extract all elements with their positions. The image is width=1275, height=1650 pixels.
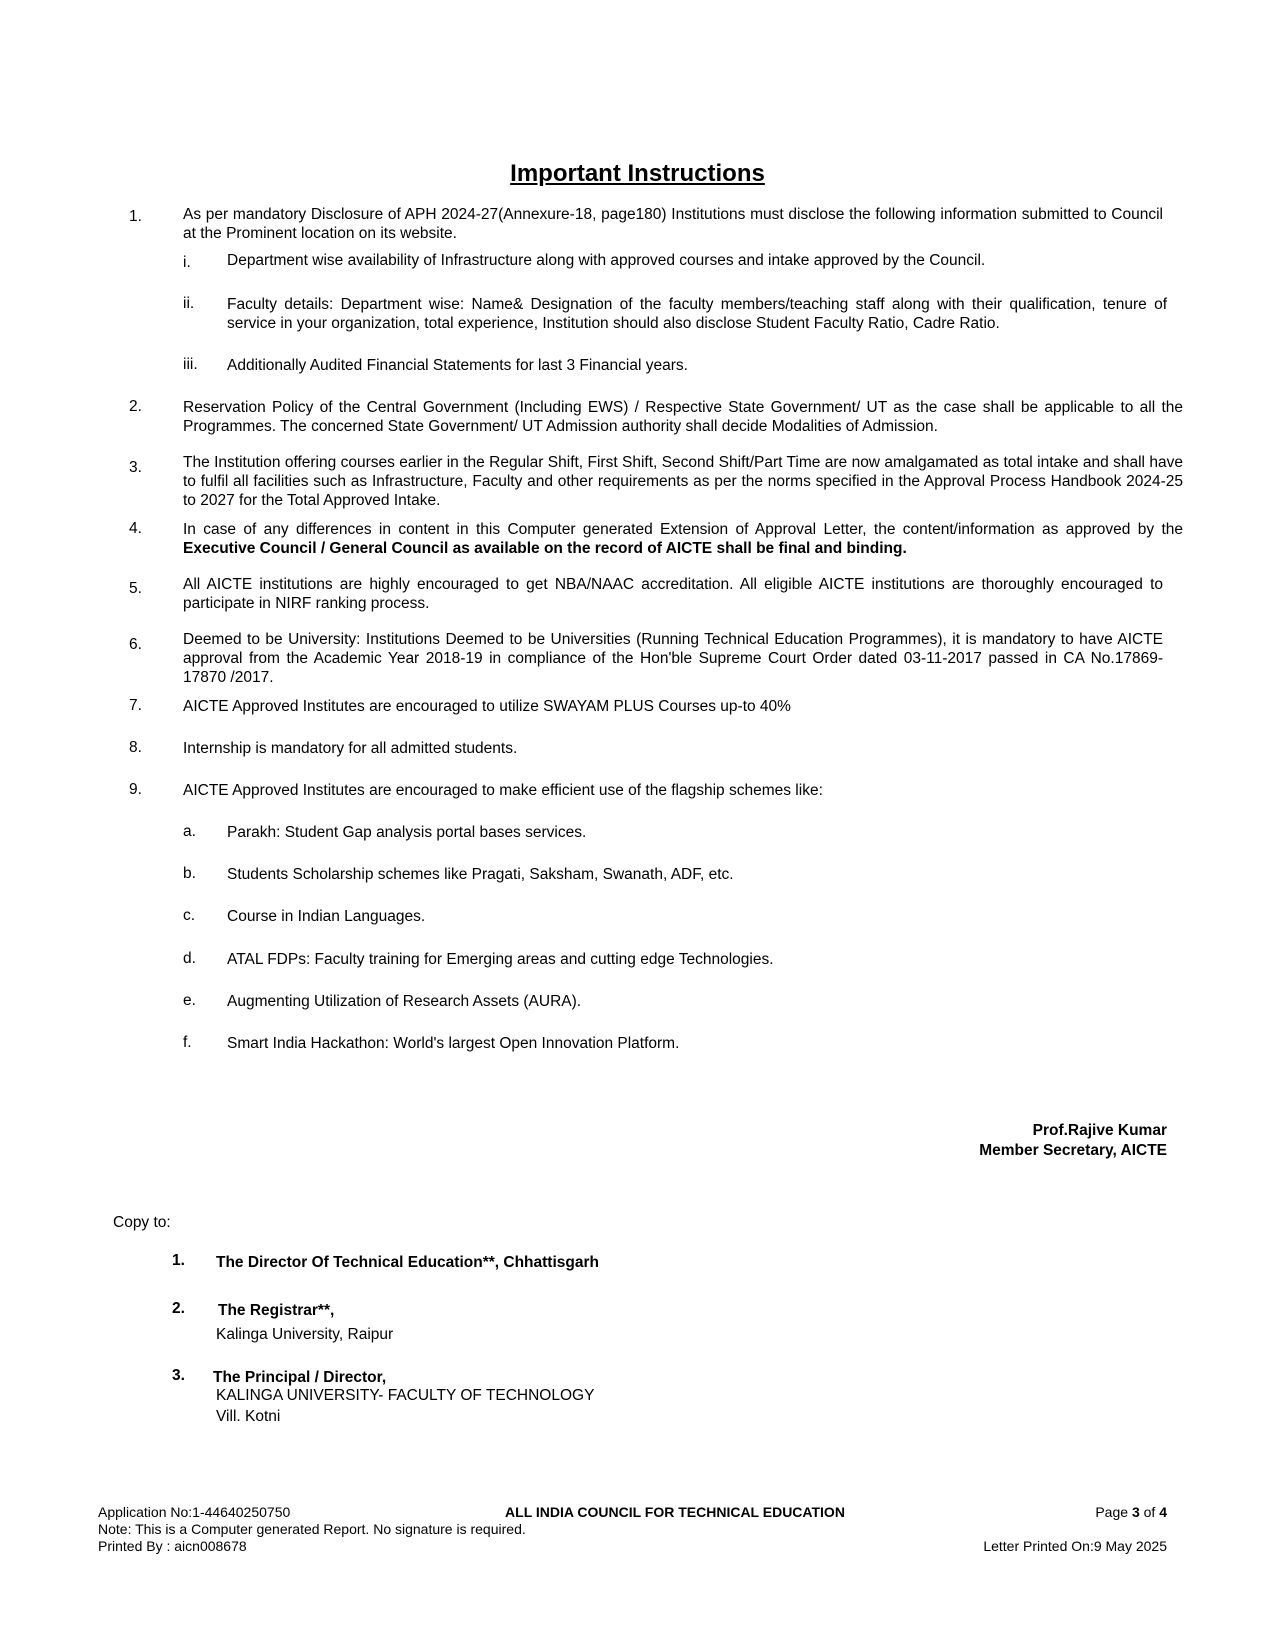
sub-item-text: Department wise availability of Infrastructure along with approved courses and intake approved by the Council.: [227, 252, 986, 269]
sub-item-number: e.: [183, 992, 196, 1009]
sub-item-number: iii.: [183, 356, 198, 373]
instruction-text: The Institution offering courses earlier in the Regular Shift, First Shift, Second Shift/Part Time are now amalgamated as total intake and shall have to fulfil all facilities such as Infrastructure, Faculty and other requirements as per the norms specified in the Approval Process Handbook 2024-25 to 2027 for the Total Approved Intake.: [183, 454, 1183, 509]
copy-to-line: KALINGA UNIVERSITY- FACULTY OF TECHNOLOGY: [216, 1387, 595, 1404]
instruction-text-bold: Executive Council / General Council as available on the record of AICTE shall be final and binding.: [183, 540, 907, 557]
instruction-text: As per mandatory Disclosure of APH 2024-27(Annexure-18, page180) Institutions must disclose the following information submitted to Council at the Prominent location on its website.: [183, 206, 1163, 242]
instruction-number: 2.: [129, 398, 142, 415]
sub-item-text: Course in Indian Languages.: [227, 908, 426, 925]
copy-to-number: 2.: [172, 1300, 185, 1317]
sub-item-number: b.: [183, 865, 196, 882]
copy-to-title: The Principal / Director,: [213, 1369, 387, 1386]
instruction-text-plain: In case of any differences in content in this Computer generated Extension of Approval Letter, the content/information as approved by the: [183, 521, 1183, 538]
printed-by: Printed By : aicn008678: [98, 1538, 247, 1554]
instruction-text: All AICTE institutions are highly encouraged to get NBA/NAAC accreditation. All eligible AICTE institutions are thoroughly encouraged to participate in NIRF ranking process.: [183, 576, 1163, 612]
instruction-number: 1.: [129, 208, 142, 225]
sub-item-text: Additionally Audited Financial Statements for last 3 Financial years.: [227, 357, 688, 374]
copy-to-title: The Registrar**,: [218, 1302, 335, 1319]
page-current: 3: [1131, 1504, 1140, 1520]
copy-to-number: 1.: [172, 1252, 185, 1269]
instruction-text: AICTE Approved Institutes are encouraged to utilize SWAYAM PLUS Courses up-to 40%: [183, 698, 791, 715]
instruction-text: Deemed to be University: Institutions Deemed to be Universities (Running Technical Education Programmes), it is mandatory to have AICTE approval from the Academic Year 2018-19 in compliance of the Hon'ble Supreme Court Order dated 03-11-2017 passed in CA No.17869- 17870 /2017.: [183, 631, 1163, 686]
copy-to-line: Kalinga University, Raipur: [216, 1326, 394, 1343]
sub-item-number: f.: [183, 1034, 192, 1051]
computer-generated-note: Note: This is a Computer generated Report. No signature is required.: [98, 1521, 526, 1537]
page-title: Important Instructions: [510, 160, 765, 187]
sub-item-number: ii.: [183, 295, 195, 312]
sub-item-number: a.: [183, 823, 196, 840]
instruction-number: 6.: [129, 636, 142, 653]
instruction-number: 4.: [129, 520, 142, 537]
instruction-number: 8.: [129, 739, 142, 756]
signatory-name: Prof.Rajive Kumar: [1032, 1122, 1167, 1139]
instruction-number: 7.: [129, 697, 142, 714]
instruction-text: Reservation Policy of the Central Government (Including EWS) / Respective State Government/ UT as the case shall be applicable to all the Programmes. The concerned State Government/ UT Admission authority shall decide Modalities of Admission.: [183, 399, 1183, 435]
signature-block: [979, 1121, 1167, 1161]
sub-item-number: i.: [183, 254, 191, 271]
sub-item-text: Augmenting Utilization of Research Assets (AURA).: [227, 993, 582, 1010]
copy-to-line: Vill. Kotni: [216, 1408, 281, 1425]
page-prefix: Page: [1095, 1504, 1132, 1520]
instruction-text: Internship is mandatory for all admitted students.: [183, 740, 518, 757]
page-total: 4: [1159, 1504, 1167, 1520]
sub-item-text: Students Scholarship schemes like Pragati, Saksham, Swanath, ADF, etc.: [227, 866, 734, 883]
page-indicator: [1095, 1504, 1167, 1521]
sub-item-text: ATAL FDPs: Faculty training for Emerging areas and cutting edge Technologies.: [227, 951, 774, 968]
instruction-number: 9.: [129, 781, 142, 798]
instruction-number: 5.: [129, 580, 142, 597]
application-number: Application No:1-44640250750: [98, 1504, 291, 1520]
sub-item-text: Smart India Hackathon: World's largest Open Innovation Platform.: [227, 1035, 680, 1052]
instruction-number: 3.: [129, 459, 142, 476]
sub-item-text: Parakh: Student Gap analysis portal bases services.: [227, 824, 587, 841]
sub-item-number: d.: [183, 950, 196, 967]
sub-item-number: c.: [183, 907, 196, 924]
copy-to-label: Copy to:: [113, 1214, 171, 1231]
sub-item-text: Faculty details: Department wise: Name& Designation of the faculty members/teaching staff along with their qualification, tenure of service in your organization, total experience, Institution should also disclose Student Faculty Ratio, Cadre Ratio.: [227, 296, 1167, 332]
letter-printed-on: Letter Printed On:9 May 2025: [983, 1538, 1167, 1554]
signatory-designation: Member Secretary, AICTE: [979, 1142, 1167, 1159]
copy-to-number: 3.: [172, 1367, 185, 1384]
instruction-text: AICTE Approved Institutes are encouraged to make efficient use of the flagship schemes like:: [183, 782, 823, 799]
instruction-text: [183, 520, 1183, 558]
copy-to-title: The Director Of Technical Education**, Chhattisgarh: [216, 1254, 599, 1271]
council-name: ALL INDIA COUNCIL FOR TECHNICAL EDUCATION: [505, 1504, 845, 1520]
page-of: of: [1139, 1504, 1160, 1520]
